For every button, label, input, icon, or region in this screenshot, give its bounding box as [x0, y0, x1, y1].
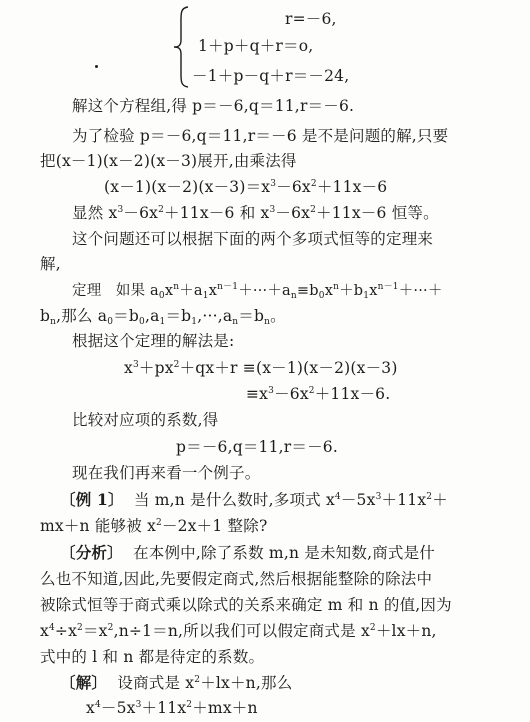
analysis-line-2: 么也不知道,因此,先要假定商式,然后根据能整除的除法中 [40, 570, 433, 588]
analysis-label: 〔分析〕 [60, 543, 123, 562]
paragraph-compare: 比较对应项的系数,得 [72, 411, 219, 429]
paragraph-theorem-intro: 这个问题还可以根据下面的两个多项式恒等的定理来 [72, 230, 434, 248]
stray-mark [95, 65, 98, 68]
paragraph-expand: 把(x－1)(x－2)(x－3)展开,由乘法得 [40, 152, 297, 170]
theorem-line-1: 定理 如果 $a_0x^n+a_1x^{n-1}+\cdot\cdot\cdot+a_n\equiv b_0x^n+b_1x^{n-1}+\cdot\cdot\cdot+$ [72, 282, 443, 301]
analysis-line-1: 〔分析〕 在本例中,除了系数 m,n 是未知数,商式是什 [60, 543, 435, 562]
solution-line: 〔解〕 设商式是 $x^2+lx+n$,那么 [60, 673, 293, 692]
analysis-line-5: 式中的 l 和 n 都是待定的系数。 [40, 648, 265, 666]
theorem-line-2: $b_n$,那么 $a_0=b_0,a_1=b_1,\cdot\cdot\cdot,a_n=b_n$。 [40, 307, 286, 327]
left-brace [172, 6, 192, 88]
equation-identity-2: $\equiv x^3-6x^2+11x-6$. [246, 385, 391, 403]
paragraph-example-intro: 现在我们再来看一个例子。 [72, 464, 261, 482]
paragraph-theorem-intro-cont: 解, [40, 255, 61, 273]
equation-polynomial: $x^4-5x^3+11x^2+mx+n$ [86, 699, 258, 717]
system-line-3: －1＋p－q＋r＝－24, [192, 67, 350, 85]
example-1-line-1: 〔例 1〕 当 m,n 是什么数时,多项式 $x^4-5x^3+11x^2+$ [60, 490, 448, 509]
system-line-1: r=－6, [285, 10, 337, 28]
paragraph-method: 根据这个定理的解法是: [72, 332, 235, 350]
example-1-line-2: mx＋n 能够被 $x^2-2x+1$ 整除? [40, 517, 268, 535]
paragraph-solve: 解这个方程组,得 p＝－6,q＝11,r＝－6. [72, 97, 355, 115]
analysis-line-4: $x^4\div x^2=x^2,n\div 1=n$,所以我们可以假定商式是 $x^2+lx+n$, [40, 622, 437, 640]
equation-identity-1: $x^3+px^2+qx+r \equiv(x-1)(x-2)(x-3)$ [124, 359, 398, 377]
equation-result: p＝－6,q＝11,r＝－6. [176, 438, 338, 456]
solution-label: 〔解〕 [60, 673, 108, 692]
system-line-2: 1＋p＋q＋r＝o, [198, 37, 314, 55]
paragraph-check: 为了检验 p＝－6,q＝11,r＝－6 是不是问题的解,只要 [72, 127, 449, 145]
equation-expansion: $(x-1)(x-2)(x-3)=x^3-6x^2+11x-6$ [104, 178, 388, 196]
example-label: 〔例 1〕 [60, 490, 124, 509]
theorem-label: 定理 [72, 283, 102, 299]
analysis-line-3: 被除式恒等于商式乘以除式的关系来确定 m 和 n 的值,因为 [40, 596, 452, 614]
paragraph-identical: 显然 $x^3-6x^2+11x-6$ 和 $x^3-6x^2+11x-6$ 恒等。 [72, 204, 439, 222]
